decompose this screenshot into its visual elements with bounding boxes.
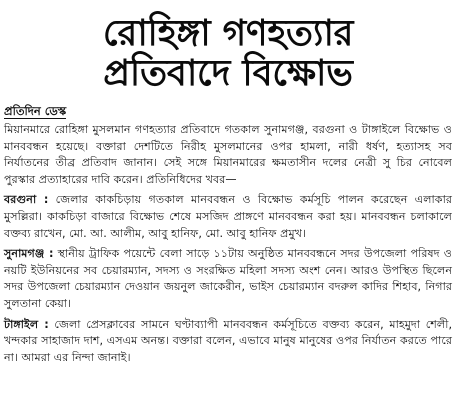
section-text: জেলার কাকচিড়ায় গতকাল মানববন্ধন ও বিক্ষোভ কর্মসূচি পালন করেছেন এলাকার মুসল্লিরা। কাকচিড়া বাজারে বিক্ষোভ শেষে মসজিদ প্রাঙ্গণে মানববন্ধন করা হয়। মানববন্ধন চলাকালে বক্তব্য রাখেন, মো. আ. আলীম, আবু হানিফ, মো. আবু হানিফ প্রমুখ। (4, 193, 453, 240)
section-barguna (4, 192, 452, 242)
article-body (4, 122, 452, 366)
section-place: সুনামগঞ্জ : (4, 247, 54, 261)
section-sunamganj (4, 246, 452, 312)
section-text: স্থানীয় ট্রাফিক পয়েন্টে বেলা সাড়ে ১১টায় অনুষ্ঠিত মানববন্ধনে সদর উপজেলা পরিষদ ও নয়টি ইউনিয়নের সব চেয়ারম্যান, সদস্য ও সংরক্ষিত মহিলা সদস্য অংশ নেন। আরও উপস্থিত ছিলেন সদর উপজেলা চেয়ারম্যান দেওয়ান জয়নুল জাকেরীন, ভাইস চেয়ারম্যান বদরুল কাদির শিহাব, নিগার সুলতানা কেয়া। (4, 247, 452, 310)
section-place: টাঙ্গাইল : (4, 317, 49, 331)
intro-paragraph: মিয়ানমারে রোহিঙ্গা মুসলমান গণহত্যার প্রতিবাদে গতকাল সুনামগঞ্জ, বরগুনা ও টাঙ্গাইলে বিক্ষোভ ও মানববন্ধন হয়েছে। বক্তারা দেশটিতে নিরীহ মুসলমানের ওপর হামলা, নারী ধর্ষণ, হত্যাসহ সব নির্যাতনের তীব্র প্রতিবাদ জানান। সেই সঙ্গে মিয়ানমারের ক্ষমতাসীন দলের নেত্রী সু চির নোবেল পুরস্কার প্রত্যাহারের দাবি করেন। প্রতিনিধিদের খবর— (4, 123, 452, 186)
section-text: জেলা প্রেসক্লাবের সামনে ঘণ্টাব্যাপী মানববন্ধন কর্মসূচিতে বক্তব্য করেন, মাহমুদা শেলী, খন্দকার সাহাজাদ দাশ, এসএম অনন্ত। বক্তারা বলেন, এভাবে মানুষ মানুষের ওপর নির্যাতন করতে পারে না। আমরা এর নিন্দা জানাই। (4, 317, 452, 364)
headline-line-2: প্রতিবাদে বিক্ষোভ (103, 53, 353, 94)
section-tangail (4, 317, 452, 367)
headline (0, 14, 456, 94)
headline-line-1: রোহিঙ্গা গণহত্যার (102, 13, 354, 54)
byline-underline (4, 118, 66, 119)
byline: প্রতিদিন ডেস্ক (4, 104, 67, 118)
section-place: বরগুনা : (4, 193, 49, 207)
